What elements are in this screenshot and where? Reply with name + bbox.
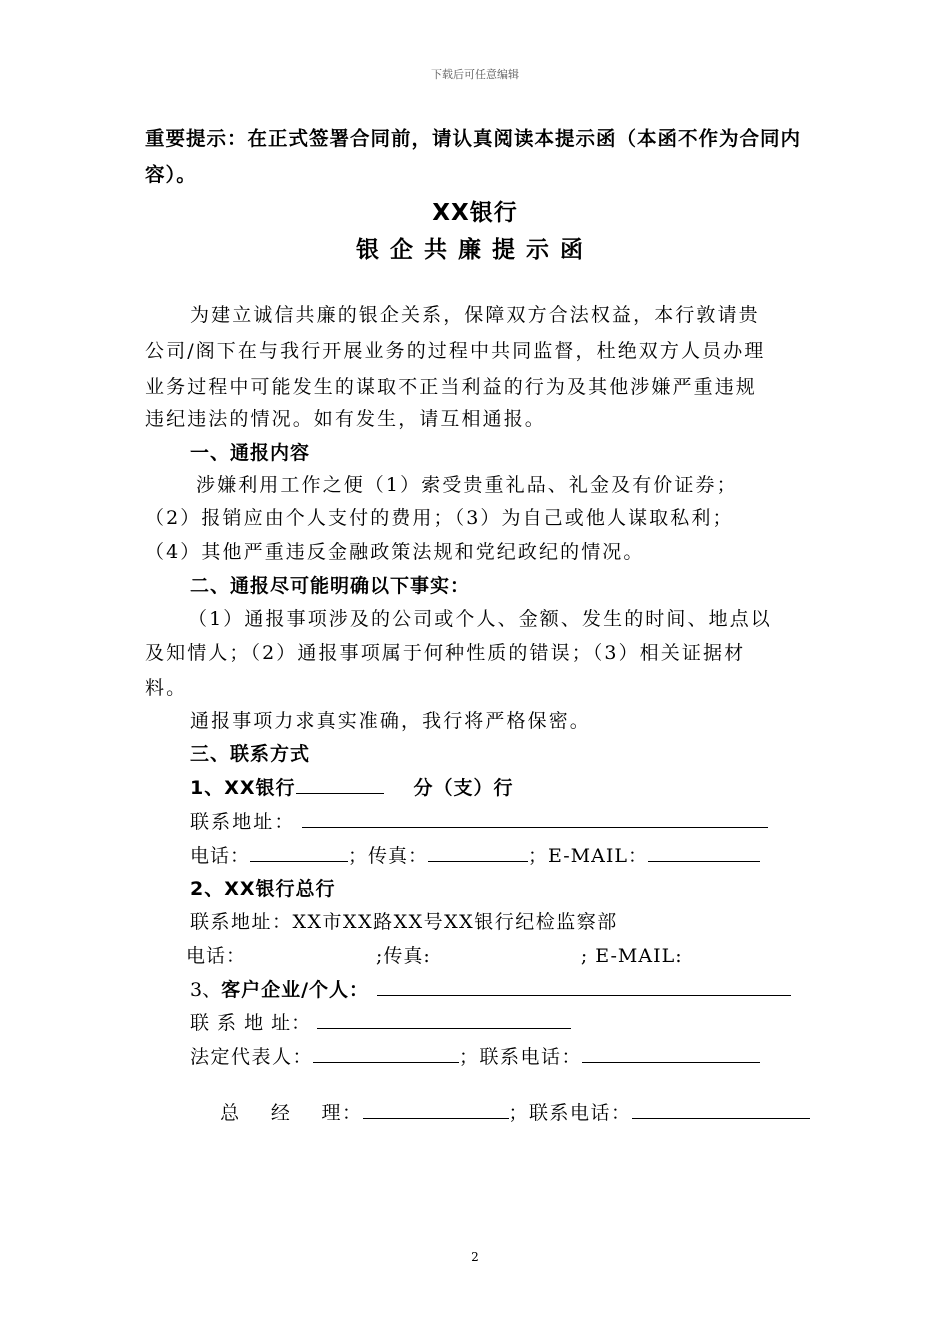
client-rep-label: 法定代表人： — [190, 1046, 314, 1068]
client-gm-phone-label: ；联系电话： — [508, 1102, 632, 1124]
header-note: 下载后可任意编辑 — [431, 68, 519, 81]
letter-title: 银企共廉提示函 — [356, 237, 594, 263]
confidential-note: 通报事项力求真实准确，我行将严格保密。 — [190, 710, 591, 732]
section2-line: 及知情人；（2）通报事项属于何种性质的错误；（3）相关证据材 — [145, 642, 746, 664]
branch-email-blank — [648, 843, 760, 862]
client-prefix: 3、 — [190, 979, 222, 1001]
client-title: 客户企业/个人： — [221, 979, 370, 1001]
section2-heading: 二、通报尽可能明确以下事实： — [190, 575, 471, 597]
branch-address-blank — [302, 809, 768, 828]
section1-line: （4）其他严重违反金融政策法规和党纪政纪的情况。 — [145, 541, 645, 563]
client-name-blank — [377, 977, 791, 996]
branch-fax-blank — [428, 843, 528, 862]
client-rep-phone-blank — [582, 1044, 760, 1063]
client-address-line — [190, 1008, 860, 1035]
client-gm-phone-blank — [632, 1100, 810, 1119]
important-notice: 重要提示：在正式签署合同前，请认真阅读本提示函（本函不作为合同内容）。 — [145, 127, 802, 186]
intro-line: 违纪违法的情况。如有发生，请互相通报。 — [145, 408, 546, 430]
branch-email-label: ；E-MAIL： — [528, 845, 648, 867]
branch-phone-label: 电话： — [190, 845, 251, 867]
client-rep-blank — [313, 1044, 459, 1063]
branch-suffix: 分（支）行 — [413, 777, 514, 799]
client-rep-line — [190, 1042, 860, 1069]
head-office-contact-line — [186, 941, 856, 968]
page-number: 2 — [471, 1250, 479, 1264]
client-gm-label: 总 经 理： — [220, 1102, 363, 1124]
client-gm-blank — [363, 1100, 509, 1119]
branch-address-line — [190, 807, 860, 834]
client-line — [190, 975, 860, 1002]
intro-line: 公司/阁下在与我行开展业务的过程中共同监督，杜绝双方人员办理 — [145, 340, 766, 362]
client-address-blank — [317, 1010, 571, 1029]
section2-line: 料。 — [145, 677, 188, 699]
head-office-email-label: ; E-MAIL: — [580, 945, 683, 967]
section1-heading: 一、通报内容 — [190, 442, 311, 464]
branch-fax-label: ；传真： — [348, 845, 429, 867]
head-office-fax-label: ;传真: — [376, 945, 431, 967]
client-address-label: 联 系 地 址： — [190, 1012, 312, 1034]
client-rep-phone-label: ；联系电话： — [459, 1046, 583, 1068]
branch-contact-line — [190, 841, 860, 868]
section2-line: （1）通报事项涉及的公司或个人、金额、发生的时间、地点以 — [188, 608, 772, 630]
branch-name-blank — [296, 775, 384, 794]
branch-line — [190, 773, 860, 800]
section3-heading: 三、联系方式 — [190, 743, 311, 765]
head-office-address: 联系地址：XX市XX路XX号XX银行纪检监察部 — [190, 911, 618, 933]
section1-line: 涉嫌利用工作之便（1）索受贵重礼品、礼金及有价证券； — [196, 474, 738, 496]
bank-title: XX银行 — [432, 200, 518, 226]
head-office-phone-label: 电话： — [186, 945, 247, 967]
client-gm-line — [190, 1076, 860, 1147]
intro-line: 业务过程中可能发生的谋取不正当利益的行为及其他涉嫌严重违规 — [145, 376, 757, 398]
branch-address-label: 联系地址： — [190, 811, 296, 833]
branch-prefix: 1、XX银行 — [190, 777, 296, 799]
section1-line: （2）报销应由个人支付的费用；（3）为自己或他人谋取私利； — [145, 507, 734, 529]
branch-phone-blank — [250, 843, 348, 862]
head-office-title: 2、XX银行总行 — [190, 878, 336, 900]
intro-line: 为建立诚信共廉的银企关系，保障双方合法权益，本行敦请贵 — [190, 304, 760, 326]
